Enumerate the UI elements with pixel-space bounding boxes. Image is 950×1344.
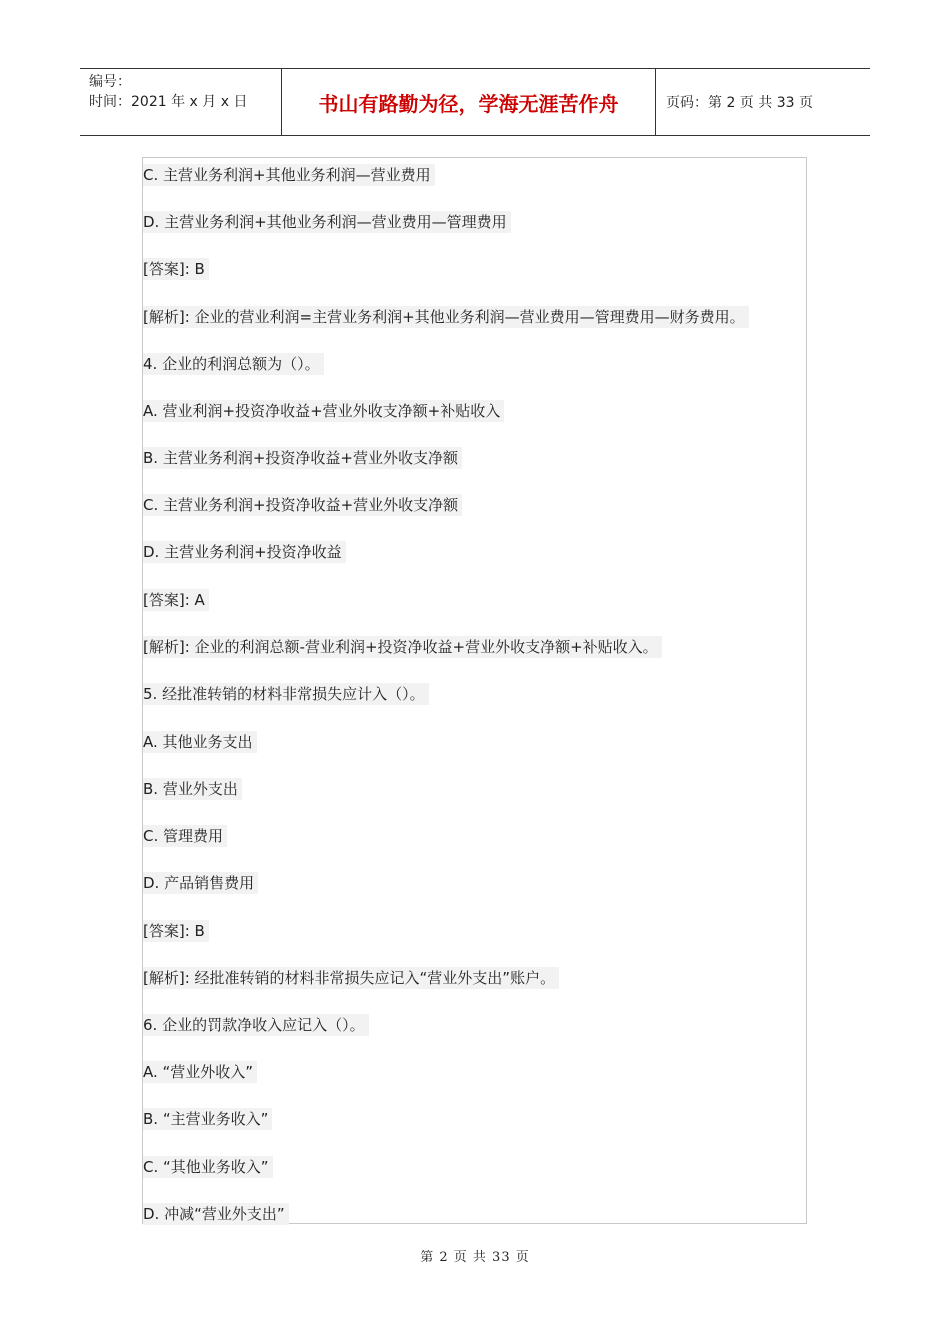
page-footer: 第 2 页 共 33 页: [420, 1250, 530, 1265]
answer-line: [答案]: B: [143, 258, 209, 280]
answer-line: [答案]: A: [143, 589, 209, 611]
question-line: 6. 企业的罚款净收入应记入（）。: [143, 1014, 369, 1036]
question-line: 4. 企业的利润总额为（）。: [143, 353, 324, 375]
analysis-line: [解析]: 企业的营业利润=主营业务利润+其他业务利润—营业费用—管理费用—财务费用。: [143, 306, 749, 328]
analysis-line: [解析]: 企业的利润总额-营业利润+投资净收益+营业外收支净额+补贴收入。: [143, 636, 662, 658]
option-line: A. “营业外收入”: [143, 1061, 257, 1083]
option-line: C. 主营业务利润+投资净收益+营业外收支净额: [143, 494, 462, 516]
option-line: B. 营业外支出: [143, 778, 242, 800]
header-meta: [80, 69, 282, 135]
option-line: B. 主营业务利润+投资净收益+营业外收支净额: [143, 447, 462, 469]
option-line: D. 产品销售费用: [143, 872, 258, 894]
option-line: D. 主营业务利润+投资净收益: [143, 541, 346, 563]
option-line: C. 管理费用: [143, 825, 227, 847]
option-line: C. “其他业务收入”: [143, 1156, 273, 1178]
header-page-info: [656, 69, 870, 135]
analysis-line: [解析]: 经批准转销的材料非常损失应记入“营业外支出”账户。: [143, 967, 559, 989]
answer-line: [答案]: B: [143, 920, 209, 942]
option-line: C. 主营业务利润+其他业务利润—营业费用: [143, 164, 435, 186]
option-line: D. 冲减“营业外支出”: [143, 1203, 289, 1225]
page-header: [80, 68, 870, 136]
question-line: 5. 经批准转销的材料非常损失应计入（）。: [143, 683, 429, 705]
header-motto: 书山有路勤为径，学海无涯苦作舟: [282, 69, 656, 135]
page-info-text: 页码：第 2 页 共 33 页: [666, 95, 813, 111]
time-label: 时间：2021 年 x 月 x 日: [89, 94, 248, 110]
option-line: D. 主营业务利润+其他业务利润—营业费用—管理费用: [143, 211, 511, 233]
option-line: A. 营业利润+投资净收益+营业外收支净额+补贴收入: [143, 400, 504, 422]
number-label: 编号：: [89, 74, 131, 90]
option-line: B. “主营业务收入”: [143, 1108, 272, 1130]
option-line: A. 其他业务支出: [143, 731, 257, 753]
